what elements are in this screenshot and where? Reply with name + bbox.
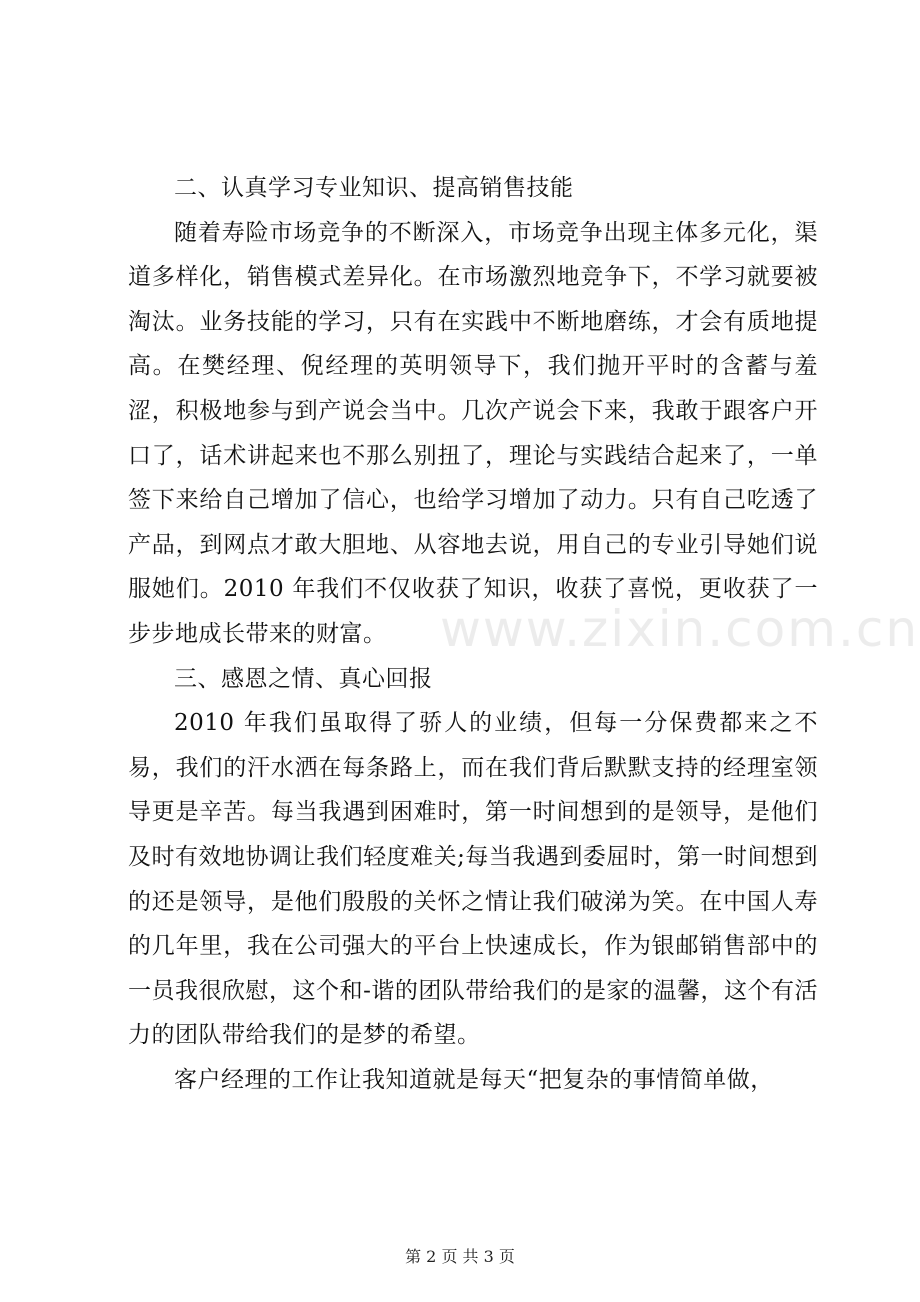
document-body — [128, 166, 818, 1102]
section-heading-2: 二、认真学习专业知识、提高销售技能 — [174, 175, 574, 201]
paragraph-2: 2010 年我们虽取得了骄人的业绩，但每一分保费都来之不易，我们的汗水洒在每条路上，而在我们背后默默支持的经理室领导更是辛苦。每当我遇到困难时，第一时间想到的是领导，是他们及时有效地协调让我们轻度难关;每当我遇到委屈时，第一时间想到的还是领导，是他们殷殷的关怀之情让我们破涕为笑。在中国人寿的几年里，我在公司强大的平台上快速成长，作为银邮销售部中的一员我很欣慰，这个和-谐的团队带给我们的是家的温馨，这个有活力的团队带给我们的是梦的希望。 — [128, 710, 818, 1049]
paragraph-3: 客户经理的工作让我知道就是每天“把复杂的事情简单做， — [174, 1066, 774, 1093]
watermark: www.zixin.com.cn — [440, 600, 920, 658]
page-footer: 第 2 页 共 3 页 — [405, 1247, 515, 1266]
paragraph-1: 随着寿险市场竞争的不断深入，市场竞争出现主体多元化，渠道多样化，销售模式差异化。在市场激烈地竞争下，不学习就要被淘汰。业务技能的学习，只有在实践中不断地磨练，才会有质地提高。在樊经理、倪经理的英明领导下，我们抛开平时的含蓄与羞涩，积极地参与到产说会当中。几次产说会下来，我敢于跟客户开口了，话术讲起来也不那么别扭了，理论与实践结合起来了，一单签下来给自己增加了信心，也给学习增加了动力。只有自己吃透了产品，到网点才敢大胆地、从容地去说，用自己的专业引导她们说服她们。2010 年我们不仅收获了知识，收获了喜悦，更收获了一步步地成长带来的财富。 — [128, 219, 818, 647]
section-heading-3: 三、感恩之情、真心回报 — [174, 665, 433, 692]
